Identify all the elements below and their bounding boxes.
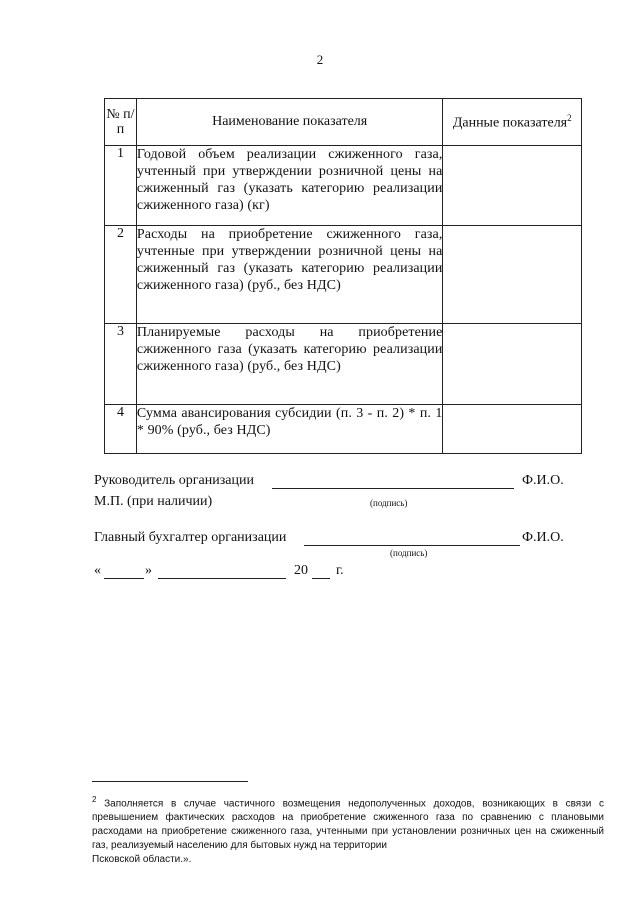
footnote: [92, 793, 604, 867]
table-row: [105, 226, 582, 324]
accountant-fio: Ф.И.О.: [522, 530, 564, 545]
table-row: [105, 405, 582, 454]
accountant-label: Главный бухгалтер организации: [94, 530, 287, 545]
date-year-prefix: 20: [294, 563, 308, 578]
row-num: 4: [105, 405, 137, 454]
footnote-text: Заполняется в случае частичного возмещения недополученных доходов, возникающих в связи с превышением фактических расходов на приобретение сжиженного газа по сравнению с плановыми расходами на приобретение сжиженного газа, учтенными при установлении розничных цен на сжиженный газ, реализуемый населению для бытовых нужд на территории: [92, 798, 604, 852]
header-value-label: Данные показателя: [452, 115, 568, 131]
table-row: [105, 324, 582, 405]
row-name: Расходы на приобретение сжиженного газа, учтенные при утверждении розничной цены на сжиженный газ (указать категорию реализации сжиженного газа) (руб., без НДС): [136, 226, 443, 324]
date-day-line[interactable]: [104, 578, 144, 579]
stamp-label: М.П. (при наличии): [94, 494, 213, 509]
indicators-table: [104, 98, 582, 454]
page-number: 2: [316, 52, 324, 67]
date-month-line[interactable]: [158, 578, 286, 579]
table-row: [105, 146, 582, 226]
signature-hint: (подпись): [370, 498, 408, 508]
header-value-footnote-mark: 2: [567, 112, 572, 123]
table-header-row: [105, 99, 582, 146]
row-num: 2: [105, 226, 137, 324]
row-num: 1: [105, 146, 137, 226]
date-suffix: г.: [336, 563, 344, 578]
row-value[interactable]: [443, 226, 582, 324]
head-fio: Ф.И.О.: [522, 473, 564, 488]
row-name: Планируемые расходы на приобретение сжиженного газа (указать категорию реализации сжиженного газа) (руб., без НДС): [136, 324, 443, 405]
row-num: 3: [105, 324, 137, 405]
row-value[interactable]: [443, 405, 582, 454]
header-num: № п/п: [105, 99, 137, 146]
date-open-quote: «: [94, 563, 101, 578]
footnote-tail: Псковской области.».: [92, 854, 192, 866]
accountant-signature-line[interactable]: [304, 545, 520, 546]
signature-hint: (подпись): [390, 548, 428, 558]
row-value[interactable]: [443, 146, 582, 226]
header-value: [443, 99, 582, 146]
date-year-line[interactable]: [312, 578, 330, 579]
footnote-marker: 2: [92, 795, 97, 804]
date-close-quote: »: [145, 563, 152, 578]
footnote-rule: [92, 781, 248, 782]
head-signature-line[interactable]: [272, 488, 514, 489]
row-value[interactable]: [443, 324, 582, 405]
header-name: Наименование показателя: [136, 99, 443, 146]
row-name: Годовой объем реализации сжиженного газа, учтенный при утверждении розничной цены на сжиженный газ (указать категорию реализации сжиженного газа) (кг): [136, 146, 443, 226]
head-label: Руководитель организации: [94, 473, 254, 488]
row-name: Сумма авансирования субсидии (п. 3 - п. 2) * п. 1 * 90% (руб., без НДС): [136, 405, 443, 454]
